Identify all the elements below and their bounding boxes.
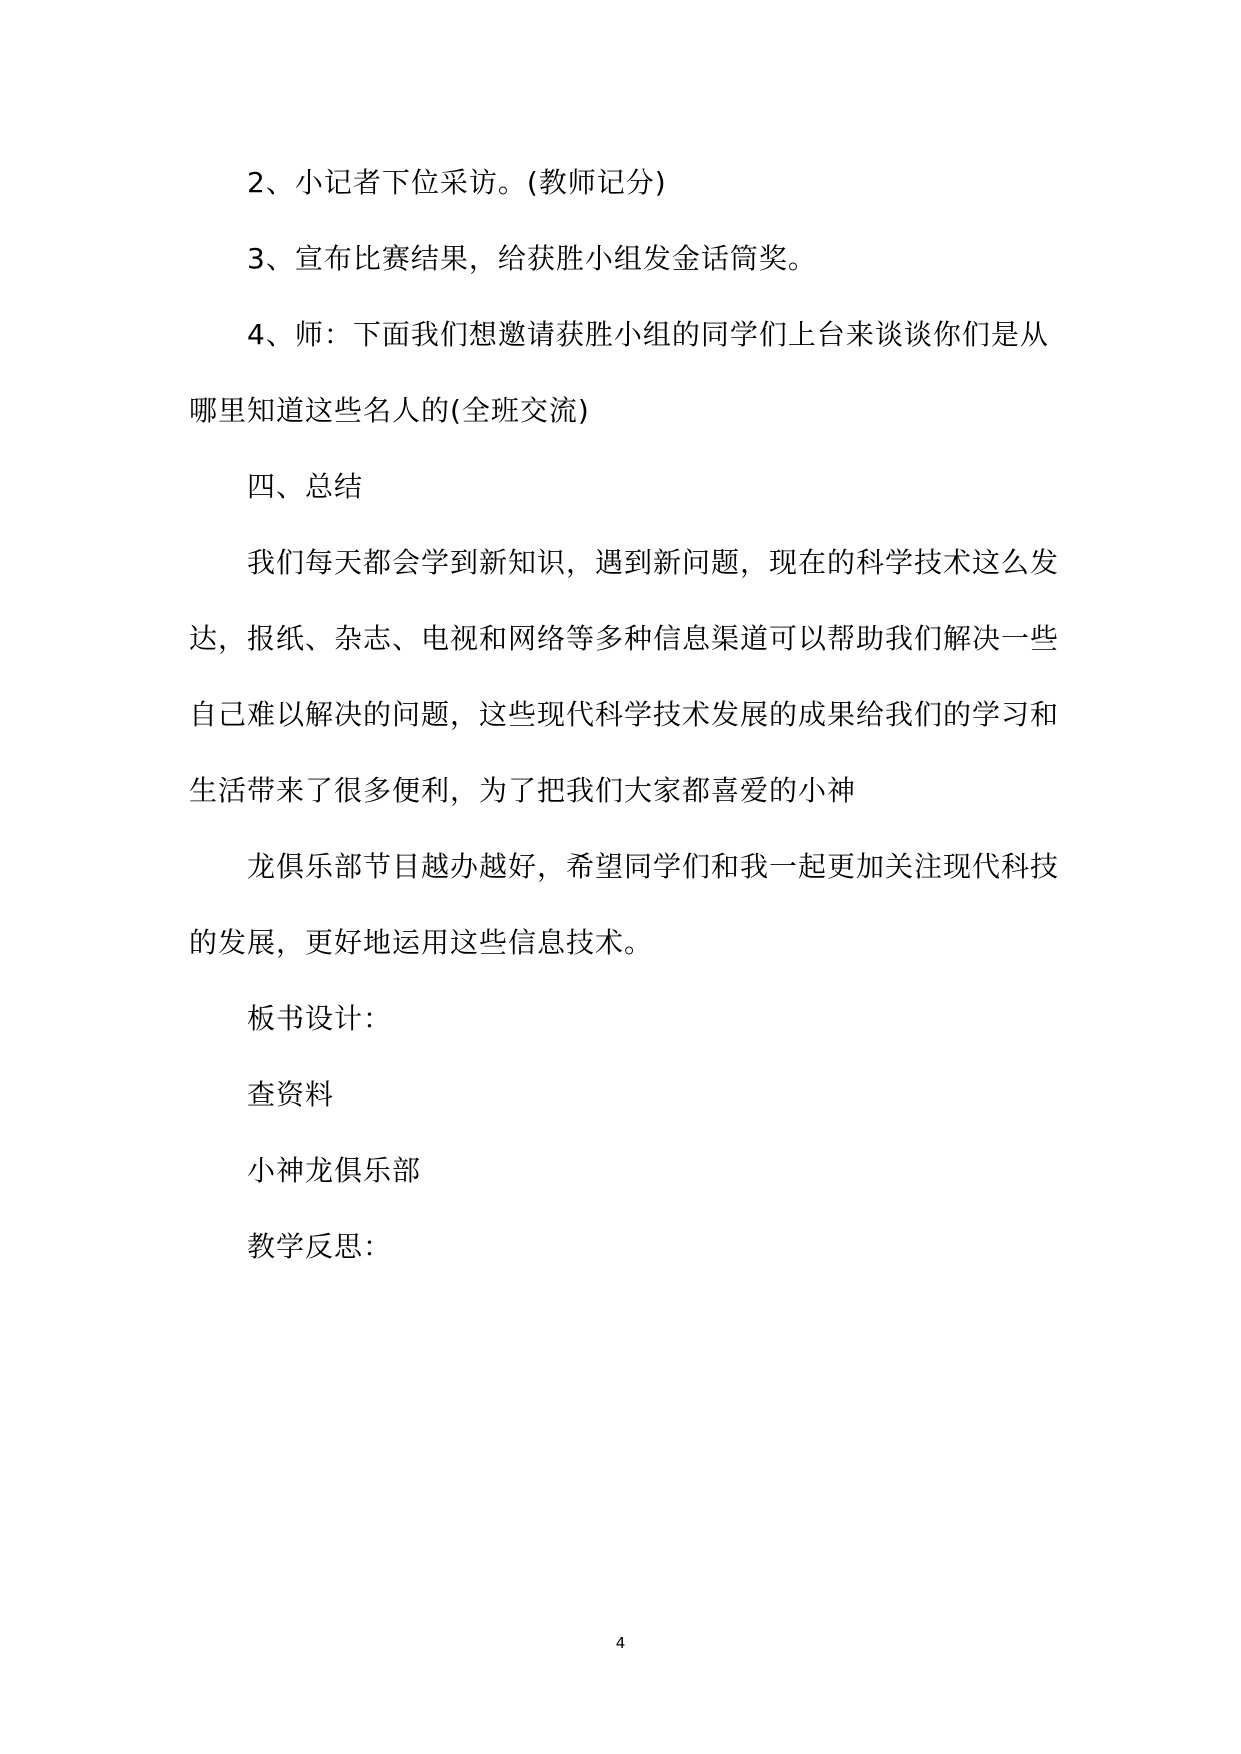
text-line: 龙俱乐部节目越办越好，希望同学们和我一起更加关注现代科技 xyxy=(247,850,1060,883)
paragraph-summary-continued xyxy=(189,829,1058,981)
text-line: 小神龙俱乐部 xyxy=(247,1154,422,1187)
paragraph-step-3 xyxy=(189,221,1058,297)
page-number: 4 xyxy=(615,1634,626,1652)
body-text xyxy=(189,145,1058,1285)
text-line: 3、宣布比赛结果，给获胜小组发金话筒奖。 xyxy=(247,242,817,275)
text-line: 达，报纸、杂志、电视和网络等多种信息渠道可以帮助我们解决一些 xyxy=(189,622,1060,655)
board-design-heading xyxy=(189,981,1058,1057)
board-design-item-research xyxy=(189,1057,1058,1133)
board-design-item-club xyxy=(189,1133,1058,1209)
teaching-reflection-heading xyxy=(189,1209,1058,1285)
text-line: 四、总结 xyxy=(247,470,364,503)
text-line: 我们每天都会学到新知识，遇到新问题，现在的科学技术这么发 xyxy=(247,546,1060,579)
text-line: 生活带来了很多便利，为了把我们大家都喜爱的小神 xyxy=(189,774,857,807)
text-line: 哪里知道这些名人的(全班交流) xyxy=(189,394,590,427)
text-line: 自己难以解决的问题，这些现代科学技术发展的成果给我们的学习和 xyxy=(189,698,1060,731)
paragraph-summary xyxy=(189,525,1058,829)
section-heading-summary xyxy=(189,449,1058,525)
text-line: 2、小记者下位采访。(教师记分) xyxy=(247,166,667,199)
paragraph-step-4 xyxy=(189,297,1058,449)
text-line: 教学反思： xyxy=(247,1230,393,1263)
text-line: 4、师：下面我们想邀请获胜小组的同学们上台来谈谈你们是从 xyxy=(247,318,1049,351)
paragraph-step-2 xyxy=(189,145,1058,221)
text-line: 的发展，更好地运用这些信息技术。 xyxy=(189,926,654,959)
text-line: 查资料 xyxy=(247,1078,335,1111)
text-line: 板书设计： xyxy=(247,1002,393,1035)
